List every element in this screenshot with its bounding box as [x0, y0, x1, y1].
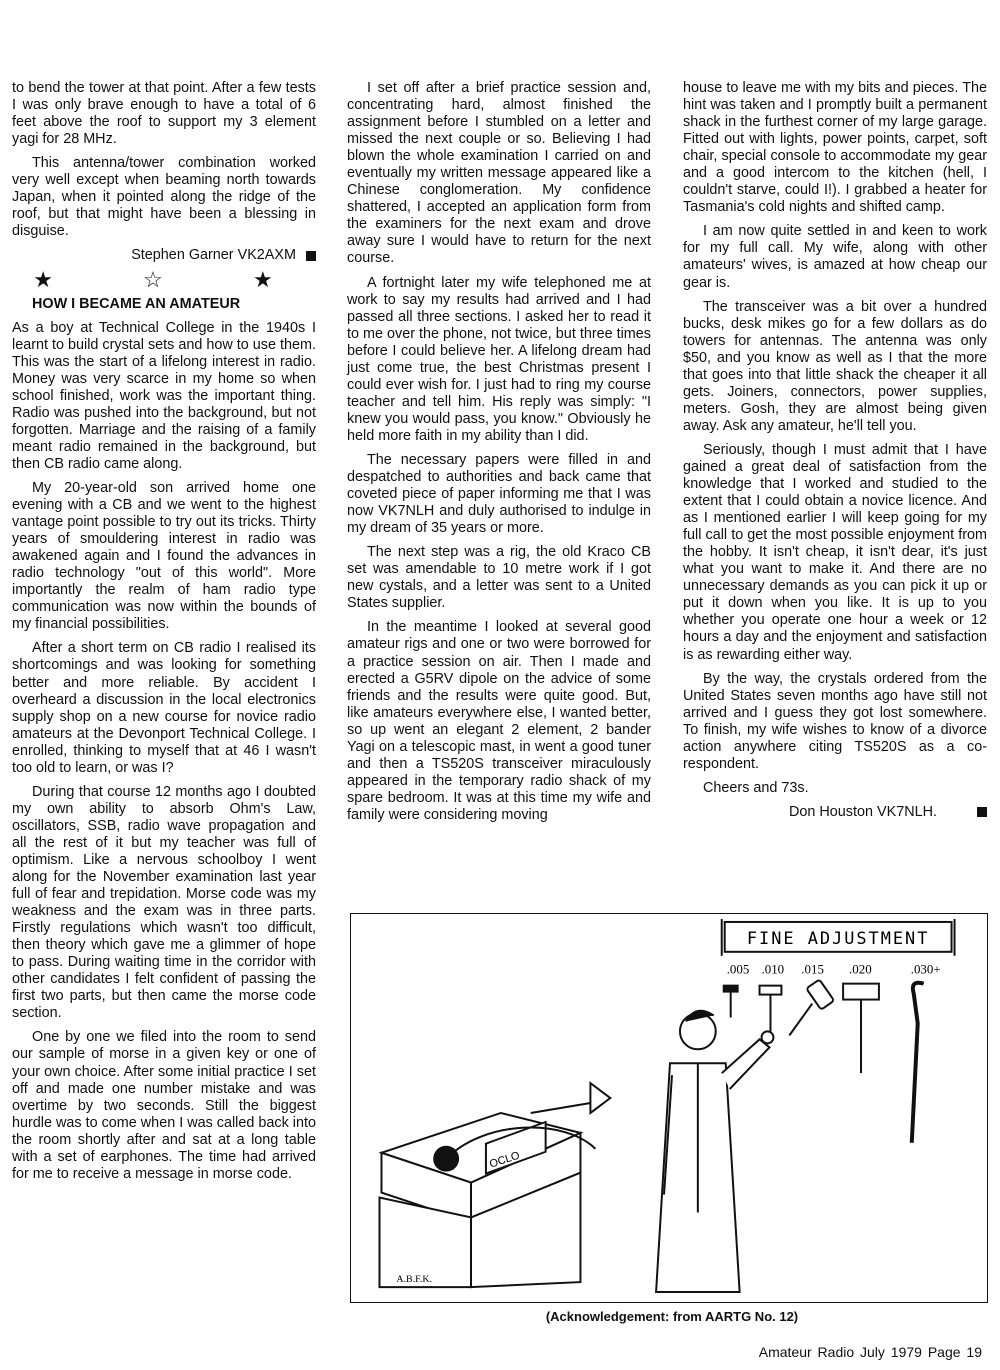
column-3: [683, 80, 987, 828]
paragraph: After a short term on CB radio I realised its shortcomings and was looking for something better and more reliable. By accident I overheard a discussion in the local electronics supply shop on a new course for novice radio amateurs at the Devonport Technical College. I enrolled, thinking to myself that at 46 I wasn't too old to learn, or was I?: [12, 640, 316, 776]
paragraph: The transceiver was a bit over a hundred bucks, desk mikes go for a few dollars as do towers for antennas. The antenna was only $50, and you know as well as I that the more that goes into that little shack the cheaper it all gets. Joiners, connectors, power supplies, meters. Gosh, they are almost being given away. Ask any amateur, he'll tell you.: [683, 298, 987, 434]
paragraph: to bend the tower at that point. After a few tests I was only brave enough to have a total of 6 feet above the roof to support my 3 element yagi for 28 MHz.: [12, 80, 316, 148]
paragraph: During that course 12 months ago I doubted my own ability to absorb Ohm's Law, oscillators, SSB, radio wave propagation and all the rest of it but my teacher was full of optimism. Like a nervous schoolboy I went along for the November examination last year full of fear and trepidation. Morse code was my weakness and the exam was in three parts. Firstly regulations which wasn't too difficult, then theory which gave me a glimmer of hope to pass. During waiting time in the corridor with other candidates I felt confident of passing the first two parts, but then came the morse code section.: [12, 783, 316, 1022]
paragraph: I set off after a brief practice session and, concentrating hard, almost finished the assignment before I stumbled on a letter and missed the next couple or so. Believing I had blown the whole examination I carried on and eventually my written message appeared like a Chinese conglomeration. My confidence shattered, I accepted an application form from the examiners for the next exam and drove away sure I would have to return for the next course.: [347, 80, 651, 267]
mallet-icon: [789, 979, 834, 1035]
signature: [12, 247, 316, 264]
tool-label: .010: [761, 961, 785, 977]
rig-label: OCLO: [488, 1149, 522, 1171]
paragraph: My 20-year-old son arrived home one evening with a CB and we went to the highest vantage point possible to try out its tricks. Thirty years of smouldering interest in radio was awakened again and I found the advances in radio technology "out of this world". More importantly the realm of ham radio type communication was now within the bounds of my financial possibilities.: [12, 479, 316, 633]
signature-text: Stephen Garner VK2AXM: [131, 247, 296, 264]
article-heading: HOW I BECAME AN AMATEUR: [32, 295, 241, 312]
signature: [683, 804, 987, 821]
hammer-icon: [760, 986, 782, 1032]
closing: Cheers and 73s.: [703, 779, 809, 796]
tool-label: .030+: [910, 961, 941, 977]
hammer-icon: [724, 986, 738, 1018]
sledgehammer-icon: [843, 984, 879, 1074]
tool-label: .015: [801, 961, 824, 977]
sign-text: FINE ADJUSTMENT: [746, 927, 930, 948]
signature-text: Don Houston VK7NLH.: [789, 803, 937, 820]
column-2: [347, 80, 651, 831]
paragraph: The next step was a rig, the old Kraco CB set was amendable to 10 metre work if I got new cystals, and a letter was sent to a United States supplier.: [347, 544, 651, 612]
end-mark-icon: [977, 807, 987, 817]
end-mark-icon: [306, 251, 316, 261]
tool-label: .005: [726, 961, 750, 977]
cartoon-illustration: [350, 913, 988, 1303]
paragraph: In the meantime I looked at several good amateur rigs and one or two were borrowed for a practice session on air. Then I made and erected a G5RV dipole on the advice of some friends and the results were quite good. But, like amateurs everywhere else, I wanted better, so up went an elegant 2 element, 2 bander Yagi on a telescopic mast, in went a good tuner and then a TS520S transceiver miraculously appeared in the temporary radio shack of my spare bedroom. It was at this time my wife and family were considering moving: [347, 619, 651, 823]
paragraph: By the way, the crystals ordered from the United States seven months ago have still not arrived and I guess they got lost somewhere. To finish, my wife wishes to know of a divorce action anywhere citing TS520S as a co-respondent.: [683, 670, 987, 772]
paragraph: As a boy at Technical College in the 1940s I learnt to build crystal sets and how to use them. This was the start of a lifelong interest in radio. Money was very scarce in my home so when school finished, work was the important thing. Radio was pushed into the background, but not forgotten. Marriage and the raising of a family meant radio remained in the background, but then CB radio came along.: [12, 319, 316, 472]
paragraph: I am now quite settled in and keen to work for my full call. My wife, along with other amateurs' wives, is amazed at how cheap our gear is.: [683, 223, 987, 291]
cartoon-caption: (Acknowledgement: from AARTG No. 12): [545, 1309, 799, 1324]
paragraph: A fortnight later my wife telephoned me at work to say my results had arrived and I had passed all three sections. I asked her to read it to me over the phone, not twice, but three times before I could believe her. A lifelong dream had just come true, the best Christmas present I could ever wish for. I just had to ring my course teacher and tell him. His reply was simply: "I knew you would pass, you know." Obviously he held more faith in my ability than I did.: [347, 274, 651, 444]
radio-rig: [379, 1083, 610, 1287]
paragraph: One by one we filed into the room to send our sample of morse in a given key or one of your own choice. After some initial practice I set off and made one number mistake and was overtime by two seconds. Still the biggest hurdle was to come when I was called back into the room shortly after and sat at a long table with a set of earphones. The time had arrived for me to receive a message in morse code.: [12, 1029, 316, 1182]
paragraph: This antenna/tower combination worked very well except when beaming north towards Japan, when it pointed along the ridge of the roof, but that might have been a blessing in disguise.: [12, 155, 316, 240]
paragraph: house to leave me with my bits and pieces. The hint was taken and I promptly built a permanent shack in the furthest corner of my large garage. Fitted out with lights, power points, carpet, soft chair, special console to accommodate my gear and a good intercom to the kitchen (hell, I couldn't starve, could I!). I grabbed a heater for Tasmania's cold nights and shifted camp.: [683, 80, 987, 216]
tool-label: .020: [849, 961, 872, 977]
artist-signature: A.B.F.K.: [396, 1274, 433, 1286]
paragraph: Seriously, though I must admit that I have gained a great deal of satisfaction from the knowledge that I worked and studied to the extent that I could obtain a novice licence. And as I mentioned earlier I will keep going for my full call to get the most possible enjoyment from the hobby. It isn't cheap, it isn't dear, it's just what you want to make it. And there are no unnecessary demands as you can pick it up or put it down when you like. It is up to you whether you operate one hour a week or 12 hours a day and the enjoyment and satisfaction is as rewarding either way.: [683, 441, 987, 663]
section-divider-stars: ★ ☆ ★: [33, 267, 315, 293]
technician-figure: [656, 1011, 773, 1292]
paragraph: The necessary papers were filled in and despatched to authorities and back came that coveted piece of paper informing me that I was now VK7NLH and duly authorised to indulge in my dream of 35 years or more.: [347, 451, 651, 537]
crowbar-icon: [912, 983, 924, 1143]
page-footer: Amateur Radio July 1979 Page 19: [758, 1344, 982, 1360]
column-1: [12, 80, 316, 1190]
cartoon-drawing: [351, 914, 987, 1302]
